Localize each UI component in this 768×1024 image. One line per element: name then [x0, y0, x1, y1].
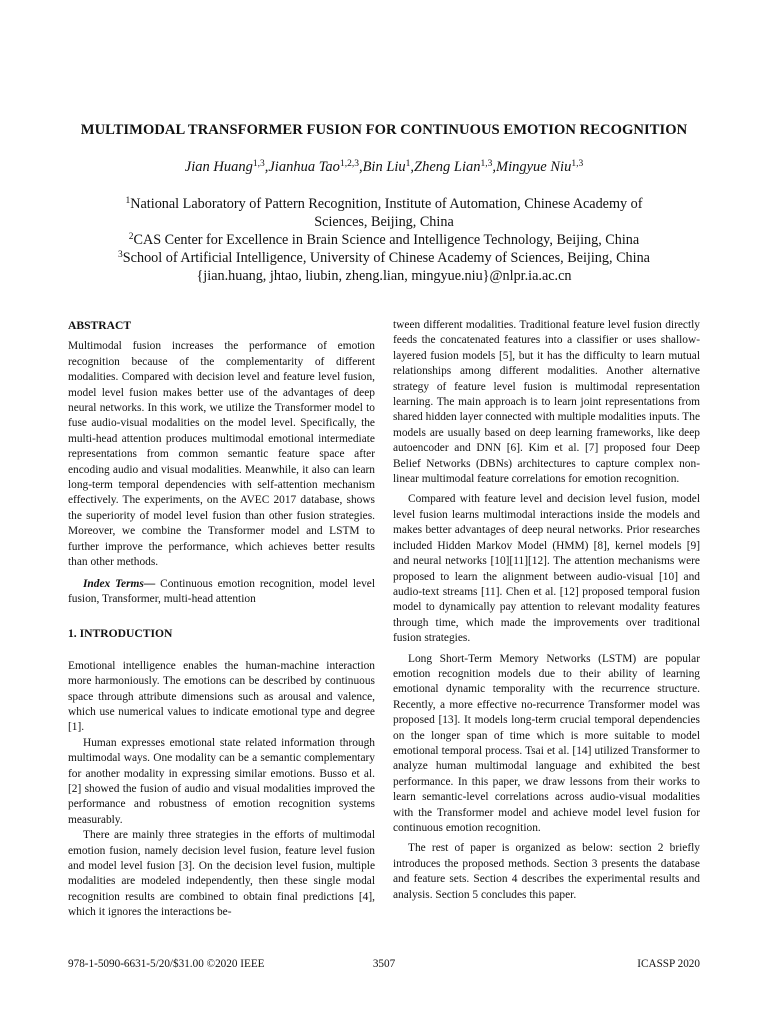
- intro-paragraph: Human expresses emotional state related information through multimodal ways. One modality can be a semantic complementary for another modality in expressing similar emotions. Busso et al. [2] showed the fusion of audio and visual modalities improved the performance and robustness of emotion recognition systems measurably.: [68, 736, 375, 826]
- footer-copyright: 978-1-5090-6631-5/20/$31.00 ©2020 IEEE: [68, 958, 265, 970]
- left-column: [68, 318, 375, 921]
- footer-venue: ICASSP 2020: [637, 958, 700, 970]
- affiliation-2: $^2$CAS Center for Excellence in Brain Science and Intelligence Technology, Beijing, China: [128, 232, 640, 248]
- author-name: Zheng Lian: [414, 159, 481, 175]
- author-emails: {jian.huang, jhtao, liubin, zheng.lian, mingyue.niu}@nlpr.ia.ac.cn: [196, 268, 572, 284]
- author-list: Jian Huang$^{1,3}$,Jianhua Tao$^{1,2,3}$,Bin Liu$^1$,Zheng Lian$^{1,3}$,Mingyue Niu$^{1,3}$: [184, 159, 584, 175]
- right-column: [393, 318, 700, 903]
- author-affil-sup: 1: [405, 159, 411, 169]
- author-affil-sup: 1,2,3: [339, 159, 359, 169]
- author-affil-sup: 1,3: [480, 159, 493, 169]
- intro-paragraph: There are mainly three strategies in the efforts of multimodal emotion fusion, namely decision level fusion, feature level fusion and model level fusion [3]. On the decision level fusion, multiple modalities are modeled independently, then these single modal recognition results are combined to obtain final predictions [4], which it ignores the interactions be-: [68, 829, 375, 919]
- author-name: Jian Huang: [184, 159, 253, 175]
- intro-paragraph: Compared with feature level and decision level fusion, model level fusion learns multimodal interactions inside the models and makes better advantages of deep neural networks. Prior researches included Hidden Markov Model (HMM) [8], kernel models [9] and neural networks [10][11][12]. The attention mechanisms were proposed to learn the alignment between audio-visual [10] and audio-text streams [11]. Chen et al. [12] proposed temporal fusion model to dynamically pay attention to relevant modality features through time, which made the improvements over traditional fusion strategies.: [393, 493, 700, 645]
- author-name: Jianhua Tao: [268, 159, 340, 175]
- author-name: Bin Liu: [362, 159, 406, 175]
- index-terms-label: Index Terms—: [83, 577, 156, 590]
- footer-page-number: 3507: [372, 958, 396, 970]
- affiliation-1: $^1$National Laboratory of Pattern Recognition, Institute of Automation, Chinese Academy of Sciences, Beijing, China: [125, 196, 643, 230]
- abstract-text: Multimodal fusion increases the performance of emotion recognition because of the complementarity of different modalities. Compared with decision level and feature level fusion, model level fusion makes better use of the advantages of deep neural networks. In this work, we utilize the Transformer model to fuse audio-visual modalities on the model level. Specifically, the multi-head attention produces multimodal emotional intermediate representations from common semantic feature space after encoding audio and visual modalities. Meanwhile, it also can learn long-term temporal dependencies with self-attention mechanism effectively. The experiments, on the AVEC 2017 database, shows the superiority of model level fusion than other fusion strategies. Moreover, we combine the Transformer model and LSTM to further improve the performance, which achieves better results than other methods.: [68, 340, 375, 569]
- index-terms: [68, 577, 375, 608]
- intro-paragraph: tween different modalities. Traditional feature level fusion directly feeds the concatenated features into a classifier or uses shallow-layered fusion models [5], but it has the difficulty to learn mutual relationships among different modalities. Another alternative strategy of feature level fusion is multimodal representation learning. The main approach is to learn joint representations from shared hidden layer connected with multiple modalities inputs. The models are usually based on deep learning frameworks, like deep autoencoder and DNN [6]. Kim et al. [7] proposed four Deep Belief Networks (DBNs) architectures to capture complex non-linear multimodal feature correlations for emotion recognition.: [393, 319, 700, 486]
- paper-title: MULTIMODAL TRANSFORMER FUSION FOR CONTINUOUS EMOTION RECOGNITION: [80, 122, 688, 138]
- author-affil-sup: 1,3: [571, 159, 584, 169]
- intro-paragraph: Long Short-Term Memory Networks (LSTM) are popular emotion recognition models due to their ability of learning emotional dynamic temporality with the recurrence structure. Recently, a more effective no-recurrence Transformer model was proposed [13]. It models long-term crucial temporal dependencies on the longer span of time which is more suitable to model emotional temporal process. Tsai et al. [14] utilized Transformer to analyze human multimodal language and exhibited the best performance. In this paper, we draw lessons from their works to learn semantic-level correlations across audio-visual modalities with the Transformer model and achieve model level fusion for continuous emotion recognition.: [393, 652, 700, 834]
- index-terms-text: Continuous emotion recognition, model level fusion, Transformer, multi-head attention: [68, 577, 375, 605]
- intro-paragraph: Emotional intelligence enables the human-machine interaction more harmoniously. The emotions can be described by continuous space through attribute dimensions such as arousal and valence, which use numerical values to indicate emotional type and degree [1].: [68, 659, 375, 734]
- intro-heading: 1. INTRODUCTION: [68, 627, 173, 641]
- intro-paragraph: The rest of paper is organized as below: section 2 briefly introduces the proposed methods. Section 3 presents the database and feature sets. Section 4 describes the experimental results and analysis. Section 5 concludes this paper.: [393, 842, 700, 901]
- affiliations: [100, 195, 668, 285]
- author-affil-sup: 1,3: [252, 159, 265, 169]
- abstract-heading: ABSTRACT: [68, 319, 132, 332]
- affiliation-3: $^3$School of Artificial Intelligence, University of Chinese Academy of Sciences, Beijing, China: [118, 250, 650, 266]
- author-name: Mingyue Niu: [496, 159, 572, 175]
